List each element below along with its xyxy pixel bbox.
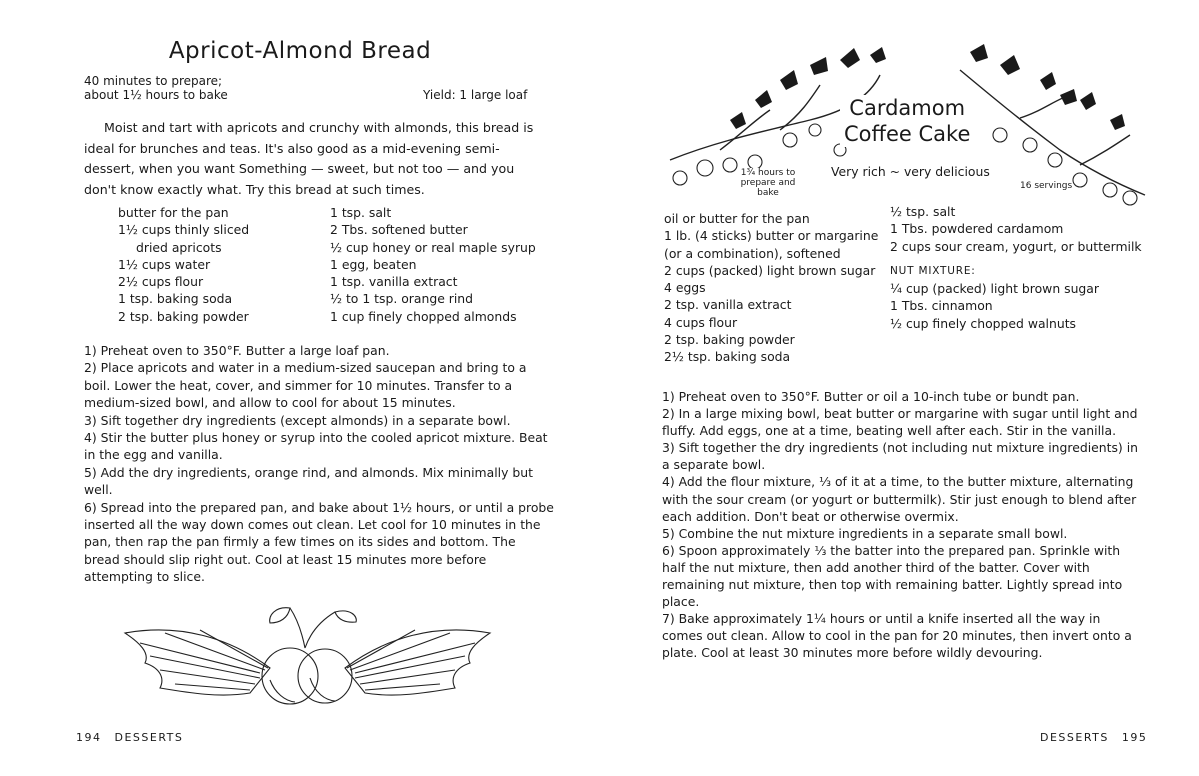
- method-step: 7) Bake approximately 1¼ hours or until a knife inserted all the way in comes out clean. Allow to cool in the pan for 20 minutes, then invert onto a plate. Cool at least 30 minutes more before wildly devouring.: [662, 611, 1132, 661]
- method-step: 5) Combine the nut mixture ingredients in a separate small bowl.: [662, 525, 1068, 541]
- method-step: 2) Place apricots and water in a medium-sized saucepan and bring to a boil. Lower the heat, cover, and simmer for 10 minutes. Transfer to a medium-sized bowl, and allow to cool for about 15 minutes.: [84, 360, 527, 411]
- ingredient: 1 tsp. baking soda: [118, 291, 233, 307]
- section-name: DESSERTS: [1040, 731, 1109, 744]
- winged-apricot-illustration: [120, 598, 495, 718]
- nut-mixture-heading: NUT MIXTURE:: [890, 264, 976, 277]
- ingredient: (or a combination), softened: [664, 245, 841, 261]
- ingredient: 2 tsp. baking powder: [118, 308, 249, 324]
- method-step: 4) Stir the butter plus honey or syrup into the cooled apricot mixture. Beat in the egg and vanilla.: [84, 430, 548, 463]
- ingredient: ½ cup honey or real maple syrup: [330, 239, 536, 255]
- ingredient: butter for the pan: [118, 205, 229, 220]
- ingredient: ½ cup finely chopped walnuts: [890, 315, 1077, 331]
- ingredient: oil or butter for the pan: [664, 211, 810, 226]
- method-step: 4) Add the flour mixture, ⅓ of it at a time, to the butter mixture, alternating with the sour cream (or yogurt or buttermilk). Stir just enough to blend after each addition. Don't beat or otherwise overmix.: [662, 474, 1137, 524]
- right-page: [600, 0, 1199, 776]
- ingredient: 1 Tbs. cinnamon: [890, 298, 993, 314]
- method-step: 6) Spread into the prepared pan, and bake about 1½ hours, or until a probe inserted all the way down comes out clean. Let cool for 10 minutes in the pan, then rap the pan firmly a few times on its sides and bottom. The bread should slip right out. Cool at least 15 minutes more before attempting to slice.: [84, 499, 554, 585]
- prep-time: 1¾ hours to prepare and bake: [740, 168, 796, 198]
- tagline: Very rich ~ very delicious: [828, 164, 993, 179]
- ingredient: ½ tsp. salt: [890, 204, 956, 219]
- method-steps: [84, 342, 554, 586]
- ingredient: dried apricots: [136, 239, 222, 255]
- ingredient: 1 cup finely chopped almonds: [330, 308, 517, 324]
- ingredient: 2 tsp. vanilla extract: [664, 297, 792, 313]
- ingredients-column-2: [890, 203, 1142, 332]
- yield: Yield: 1 large loaf: [423, 88, 528, 102]
- method-step: 3) Sift together the dry ingredients (not including nut mixture ingredients) in a separate bowl.: [662, 440, 1138, 473]
- ingredient: 1½ cups water: [118, 256, 211, 272]
- method-step: 2) In a large mixing bowl, beat butter or margarine with sugar until light and fluffy. Add eggs, one at a time, beating well after each. Stir in the vanilla.: [662, 406, 1138, 439]
- ingredient: 4 eggs: [664, 280, 706, 296]
- recipe-title-apricot-almond-bread: Apricot-Almond Bread: [168, 38, 432, 64]
- method-step: 5) Add the dry ingredients, orange rind, and almonds. Mix minimally but well.: [84, 464, 533, 498]
- ingredient: ½ to 1 tsp. orange rind: [330, 291, 474, 307]
- ingredients-column-1: [118, 204, 249, 325]
- page-footer-left: [76, 731, 183, 744]
- ingredient: 1½ cups thinly sliced: [118, 222, 250, 238]
- ingredient: 2½ cups flour: [118, 274, 204, 290]
- servings: 16 servings: [1020, 181, 1073, 191]
- ingredient: 1 tsp. vanilla extract: [330, 274, 458, 290]
- prep-time: [84, 74, 228, 102]
- method-step: 3) Sift together dry ingredients (except almonds) in a separate bowl.: [84, 412, 511, 428]
- recipe-title-cardamom-coffee-cake: [840, 95, 974, 147]
- section-name: DESSERTS: [114, 731, 184, 744]
- ingredients-column-1: [664, 210, 878, 366]
- intro-paragraph: Moist and tart with apricots and crunchy with almonds, this bread is ideal for brunches and teas. It's also good as a mid-evening semi-dessert, when you want Something — sweet, but not too — and you don't know exactly what. Try this bread at such times.: [84, 120, 534, 197]
- method-step: 1) Preheat oven to 350°F. Butter or oil a 10-inch tube or bundt pan.: [662, 389, 1080, 404]
- ingredient: 2 cups sour cream, yogurt, or buttermilk: [890, 238, 1142, 254]
- method-step: 1) Preheat oven to 350°F. Butter a large loaf pan.: [84, 343, 390, 358]
- page-number: 195: [1121, 731, 1148, 744]
- prep-time-line-1: 40 minutes to prepare;: [84, 74, 223, 88]
- ingredient: 1 Tbs. powdered cardamom: [890, 221, 1064, 237]
- ingredient: 1 egg, beaten: [330, 256, 417, 272]
- ingredient: 2 Tbs. softened butter: [330, 222, 468, 238]
- ingredient: 2½ tsp. baking soda: [664, 349, 791, 365]
- prep-time-line-2: about 1½ hours to bake: [84, 88, 228, 102]
- ingredients-column-2: [330, 204, 536, 325]
- method-steps: [662, 388, 1142, 662]
- ingredient: 1 lb. (4 sticks) butter or margarine: [664, 228, 879, 244]
- title-line-1: Cardamom: [849, 96, 966, 120]
- ingredient: ¼ cup (packed) light brown sugar: [890, 281, 1099, 297]
- title-line-2: Coffee Cake: [844, 122, 971, 146]
- method-step: 6) Spoon approximately ⅓ the batter into the prepared pan. Sprinkle with half the nut mixture, then add another third of the batter. Cover with remaining nut mixture, then top with remaining batter. Lightly spread into place.: [662, 542, 1123, 610]
- page-footer-right: [1040, 731, 1147, 744]
- ingredient: 2 cups (packed) light brown sugar: [664, 262, 876, 278]
- page-number: 194: [76, 731, 102, 744]
- ingredient: 1 tsp. salt: [330, 205, 392, 220]
- ingredient: 4 cups flour: [664, 314, 738, 330]
- ingredient: 2 tsp. baking powder: [664, 332, 795, 348]
